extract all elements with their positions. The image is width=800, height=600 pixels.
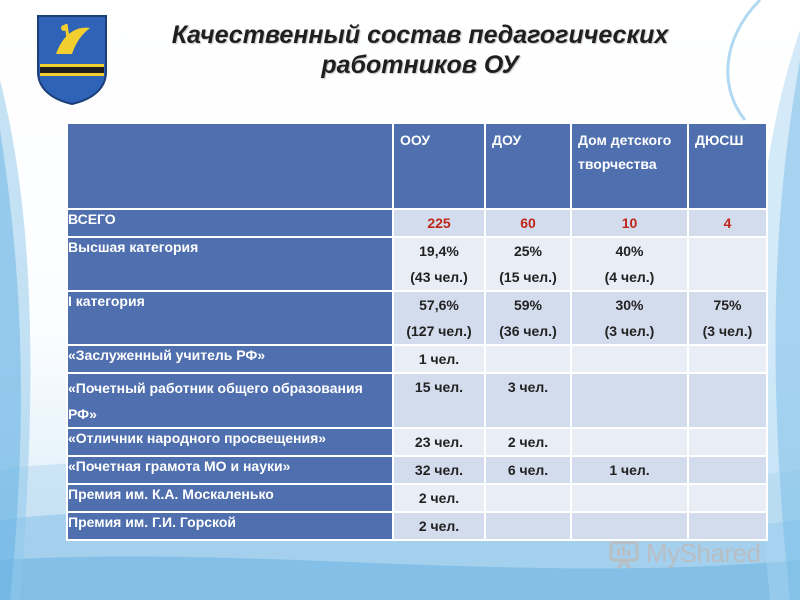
table-cell (485, 484, 571, 512)
table-row (67, 345, 767, 373)
cell-line: 225 (427, 215, 451, 231)
table-body (67, 209, 767, 540)
coat-of-arms-icon (36, 14, 108, 106)
table-cell (485, 512, 571, 540)
table-row (67, 484, 767, 512)
cell-line: 1 чел. (418, 351, 460, 367)
column-header: Дом детского творчества (571, 123, 688, 209)
table-cell (688, 237, 767, 291)
table-cell (393, 456, 485, 484)
cell-line: 23 чел. (414, 434, 464, 450)
table-cell (393, 291, 485, 345)
table-cell (571, 484, 688, 512)
table-cell (485, 456, 571, 484)
table-cell (393, 237, 485, 291)
cell-line: (127 чел.) (406, 323, 472, 339)
cell-line: (3 чел.) (604, 323, 655, 339)
table-cell (571, 209, 688, 237)
row-label: Премия им. Г.И. Горской (67, 512, 393, 540)
table-cell (688, 291, 767, 345)
cell-line: 4 (723, 215, 732, 231)
page-title (120, 20, 720, 80)
row-label: «Почетная грамота МО и науки» (67, 456, 393, 484)
table-cell (485, 428, 571, 456)
cell-line: (43 чел.) (410, 269, 468, 285)
table-row (67, 373, 767, 428)
table-cell (393, 428, 485, 456)
table-cell (393, 512, 485, 540)
staff-qualification-table (66, 122, 768, 541)
watermark-text: MyShared (646, 538, 761, 568)
row-label: Премия им. К.А. Москаленько (67, 484, 393, 512)
table-cell (393, 209, 485, 237)
table-row (67, 456, 767, 484)
cell-line: 6 чел. (507, 462, 549, 478)
column-header: ДОУ (485, 123, 571, 209)
column-header: ДЮСШ (688, 123, 767, 209)
cell-line: 40% (615, 243, 644, 259)
cell-line: 75% (713, 297, 742, 313)
row-label: I категория (67, 291, 393, 345)
row-label: ВСЕГО (67, 209, 393, 237)
table-cell (688, 345, 767, 373)
table-cell (571, 345, 688, 373)
cell-line: (3 чел.) (702, 323, 753, 339)
cell-line: 57,6% (419, 297, 459, 313)
cell-line: (4 чел.) (604, 269, 655, 285)
row-label: Высшая категория (67, 237, 393, 291)
cell-line: (15 чел.) (499, 269, 557, 285)
title-line-2: работников ОУ (321, 51, 519, 79)
table-cell (393, 345, 485, 373)
table-cell (571, 373, 688, 428)
cell-line: 3 чел. (507, 379, 549, 395)
table-cell (485, 345, 571, 373)
table-cell (688, 209, 767, 237)
cell-line: 2 чел. (418, 518, 460, 534)
column-header: ООУ (393, 123, 485, 209)
table-cell (485, 373, 571, 428)
cell-line: 32 чел. (414, 462, 464, 478)
cell-line: 30% (615, 297, 644, 313)
table-cell (393, 373, 485, 428)
cell-line: 25% (513, 243, 543, 259)
cell-line: 19,4% (419, 243, 459, 259)
cell-line: (36 чел.) (499, 323, 557, 339)
table-cell (485, 291, 571, 345)
presentation-board-icon (608, 538, 640, 570)
table-row (67, 237, 767, 291)
table-row (67, 428, 767, 456)
header-corner (67, 123, 393, 209)
cell-line: 15 чел. (414, 379, 464, 395)
table-row (67, 209, 767, 237)
cell-line: 2 чел. (418, 490, 460, 506)
table-cell (688, 373, 767, 428)
table-cell (393, 484, 485, 512)
cell-line: 2 чел. (507, 434, 549, 450)
cell-line: 60 (520, 215, 536, 231)
cell-line: 1 чел. (609, 462, 650, 478)
title-line-1: Качественный состав педагогических (171, 21, 669, 49)
watermark (608, 534, 778, 574)
row-label: «Заслуженный учитель РФ» (67, 345, 393, 373)
table-row (67, 291, 767, 345)
table-cell (571, 237, 688, 291)
table-cell (688, 484, 767, 512)
row-label: «Почетный работник общего образования РФ» (67, 373, 393, 428)
table-header-row (67, 123, 767, 209)
row-label: «Отличник народного просвещения» (67, 428, 393, 456)
cell-line: 10 (621, 215, 638, 231)
table-cell (688, 428, 767, 456)
cell-line: 59% (513, 297, 543, 313)
table-cell (571, 291, 688, 345)
table-cell (485, 209, 571, 237)
table-cell (485, 237, 571, 291)
table-cell (688, 456, 767, 484)
table-cell (571, 456, 688, 484)
table-cell (571, 428, 688, 456)
